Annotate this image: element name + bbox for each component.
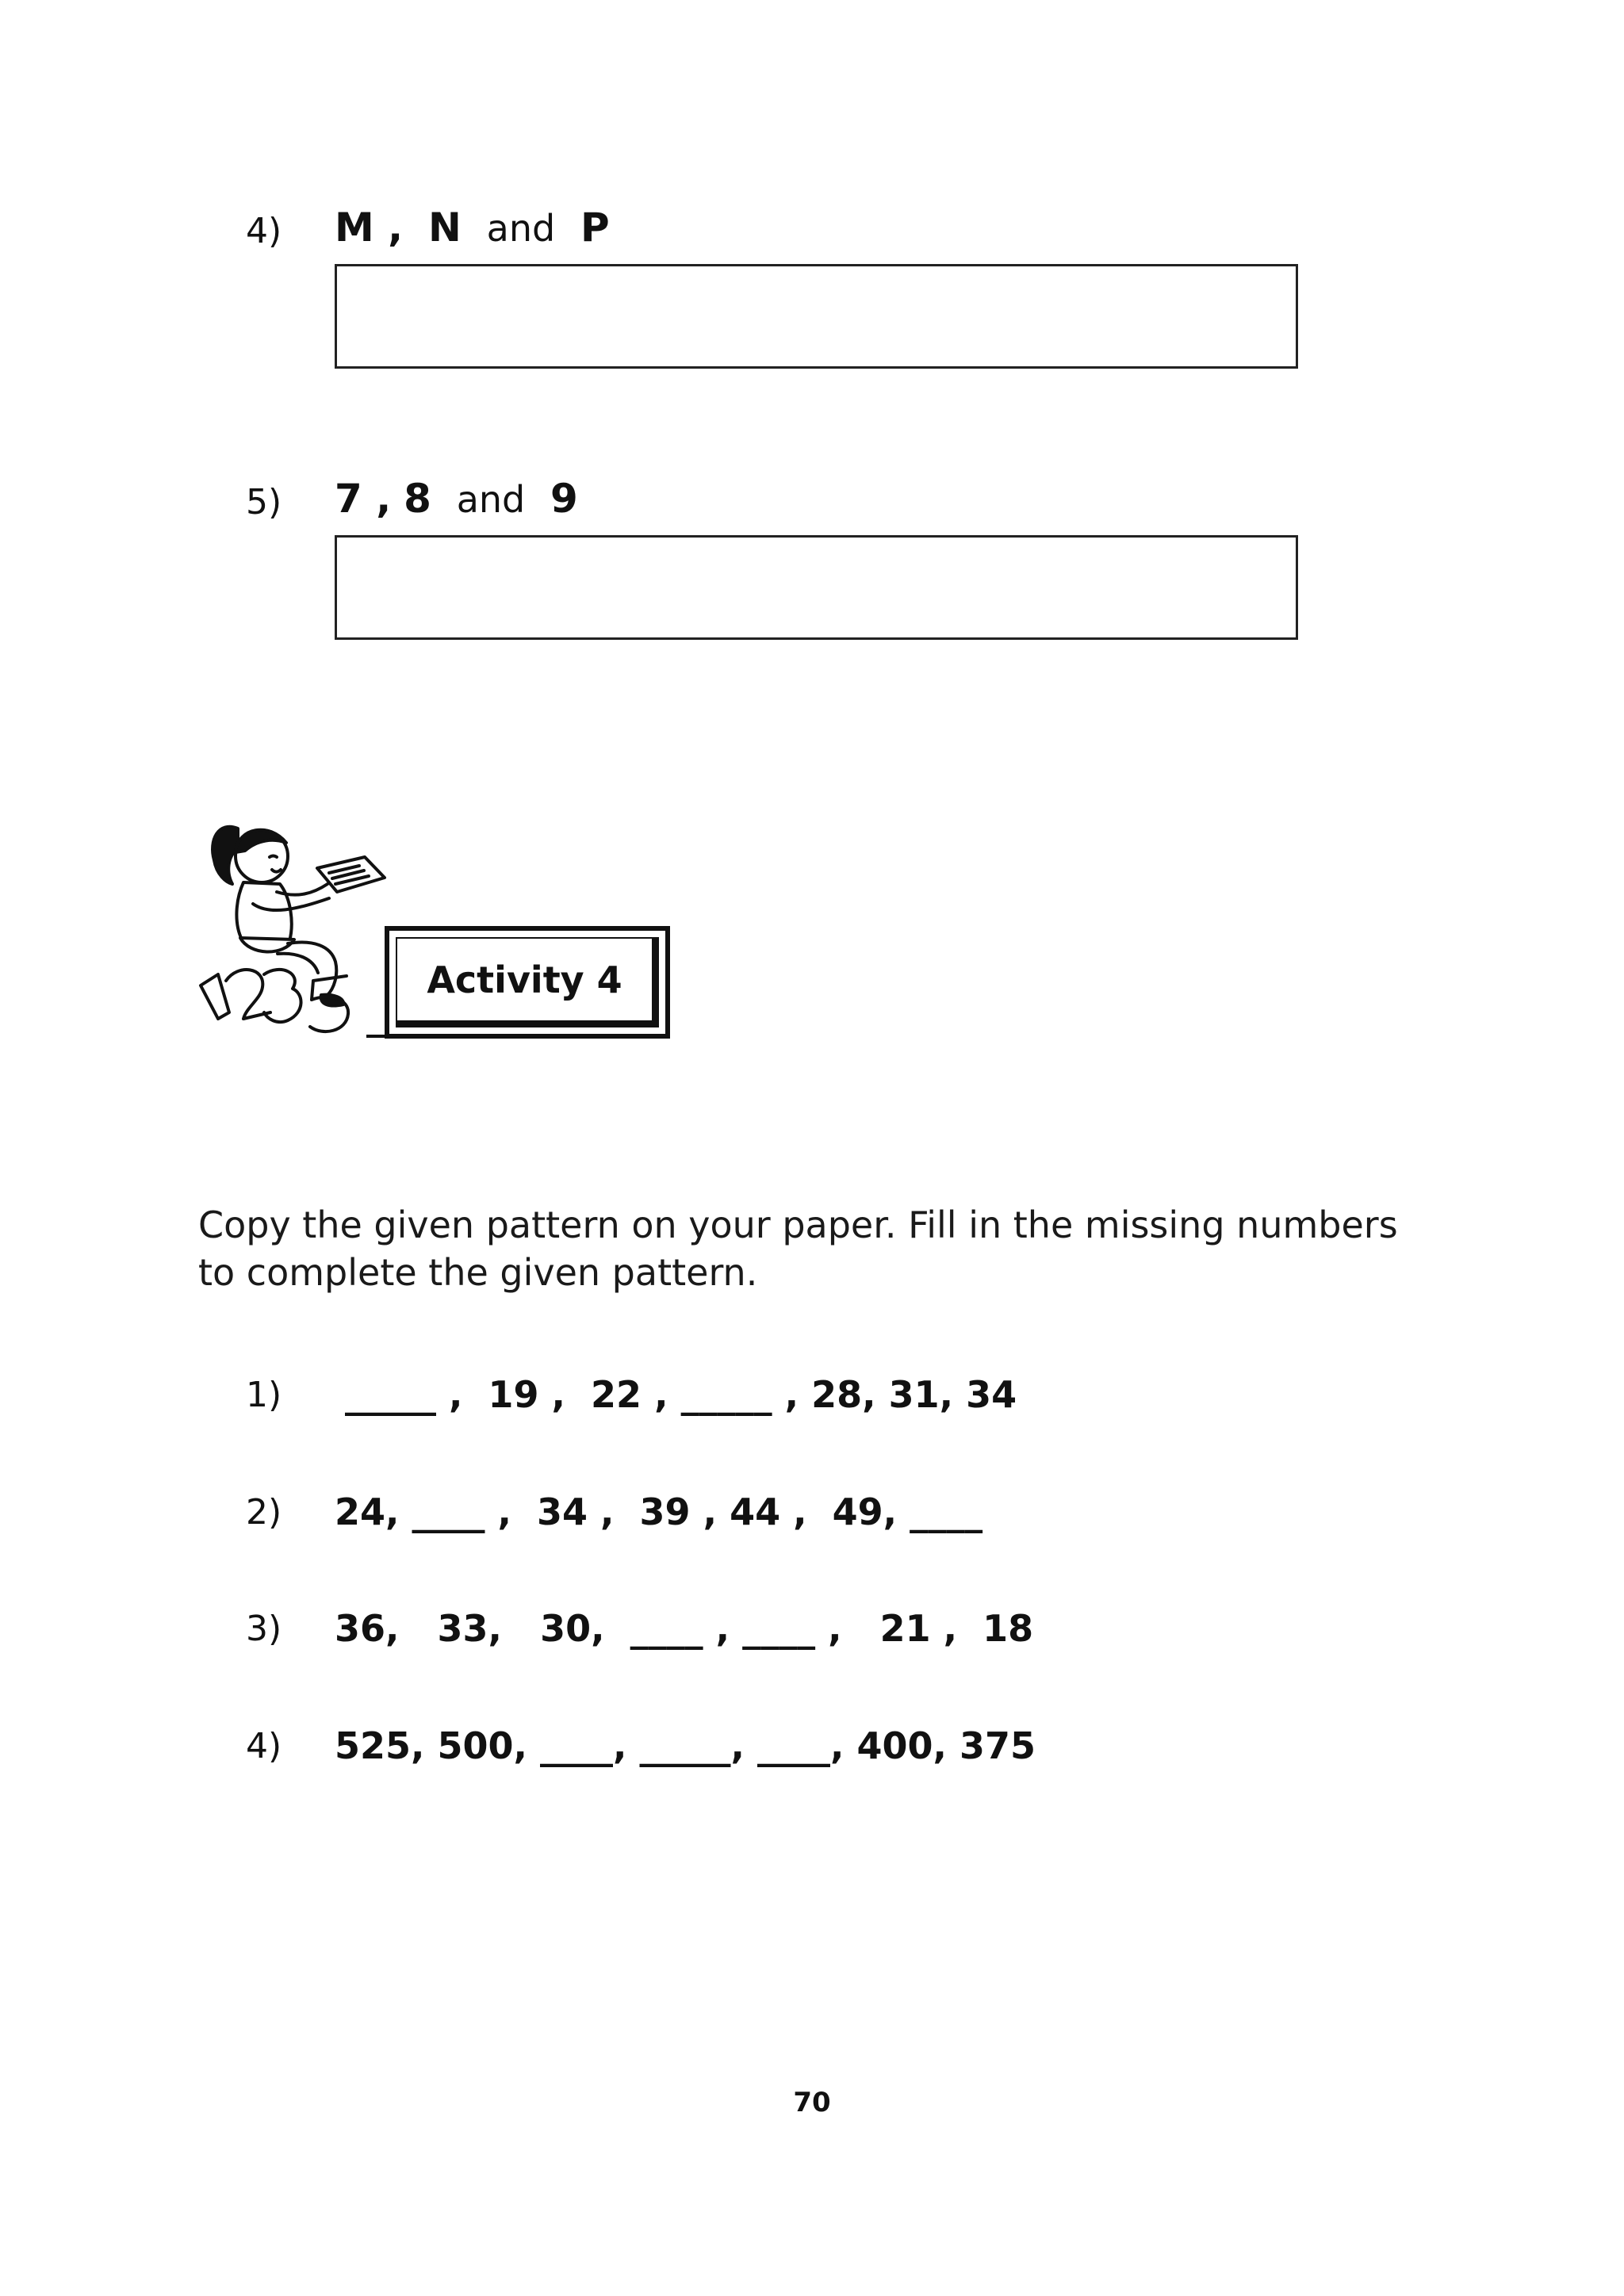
prompt-conjunction: and	[486, 207, 556, 250]
pattern-sequence: _____ , 19 , 22 , _____ , 28, 31, 34	[345, 1373, 1017, 1416]
prompt-item: N	[427, 205, 462, 251]
pattern-number: 3)	[246, 1609, 282, 1649]
activity-header-inner	[396, 937, 659, 1027]
prompt-conjunction: and	[456, 478, 526, 521]
pattern-sequence: 525, 500, ____, _____, ____, 400, 375	[335, 1724, 1036, 1767]
divider	[366, 1035, 422, 1038]
question-prompt	[335, 205, 610, 251]
activity-header-box	[385, 926, 670, 1039]
prompt-item: 9	[550, 476, 578, 522]
prompt-item: M ,	[335, 205, 404, 251]
answer-box[interactable]	[335, 264, 1298, 369]
activity-title: Activity 4	[427, 958, 622, 1001]
pattern-number: 1)	[246, 1375, 282, 1415]
prompt-item: 7 ,	[335, 476, 392, 522]
girl-with-calculator-illustration	[194, 805, 400, 1043]
pattern-sequence: 24, ____ , 34 , 39 , 44 , 49, ____	[335, 1490, 983, 1533]
prompt-item: P	[580, 205, 610, 251]
answer-box[interactable]	[335, 535, 1298, 640]
pattern-number: 2)	[246, 1492, 282, 1533]
pattern-number: 4)	[246, 1726, 282, 1766]
question-number: 5)	[246, 482, 282, 522]
instructions-text: Copy the given pattern on your paper. Fill in the missing numbers to complete the given pattern.	[198, 1203, 1398, 1294]
pattern-sequence: 36, 33, 30, ____ , ____ , 21 , 18	[335, 1607, 1034, 1650]
page-number: 70	[793, 2087, 831, 2118]
question-prompt	[335, 476, 578, 522]
prompt-item: 8	[404, 476, 431, 522]
question-number: 4)	[246, 211, 282, 251]
